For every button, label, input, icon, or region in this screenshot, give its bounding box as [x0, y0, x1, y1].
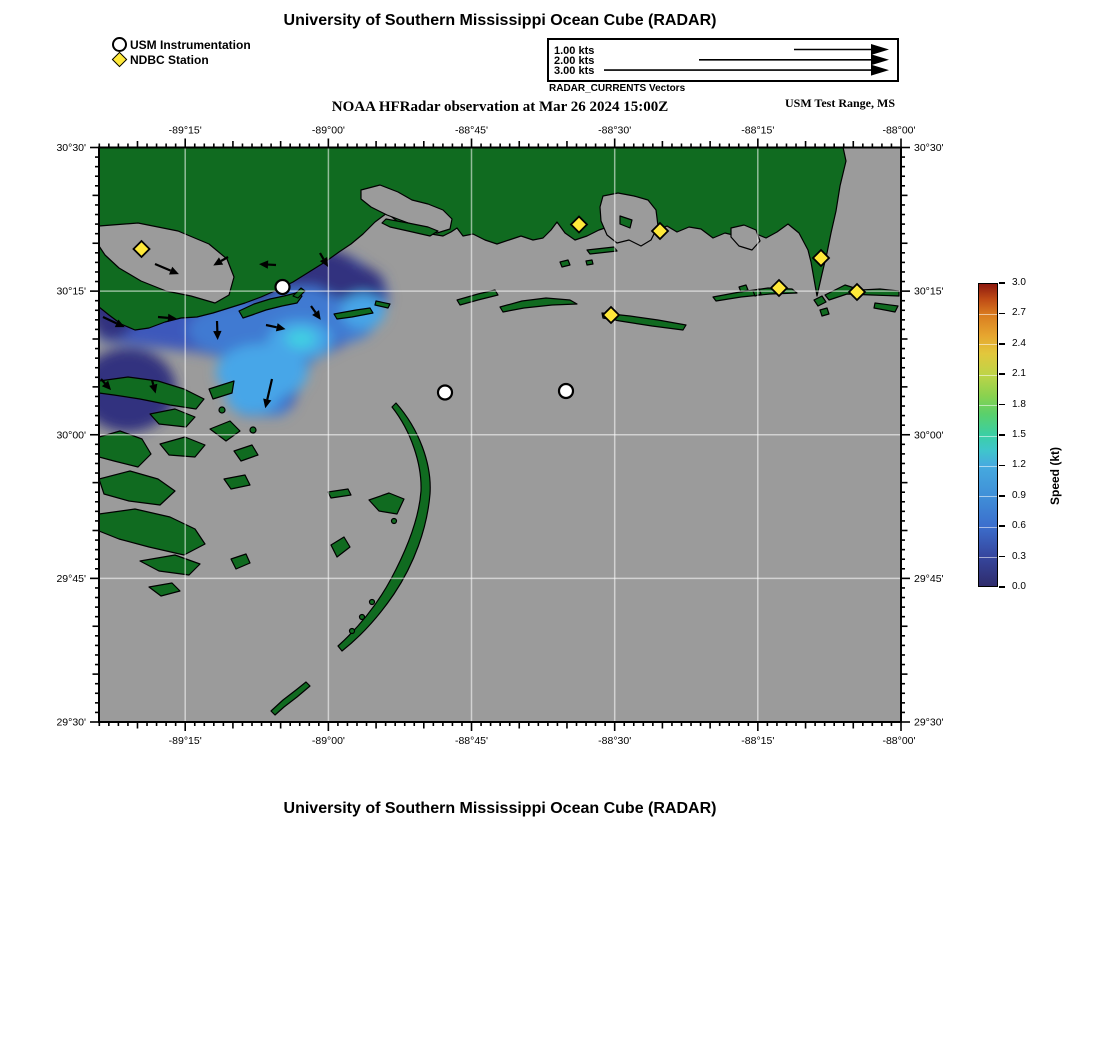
colorbar-tick-label: 1.5: [1012, 429, 1026, 440]
island: [753, 289, 761, 296]
lat-tick-label: 30°00': [914, 429, 944, 442]
lat-tick-label: 30°30': [56, 142, 86, 154]
usm-instrumentation-marker: [438, 386, 452, 400]
colorbar-tick-label: 1.2: [1012, 459, 1026, 471]
marsh: [250, 427, 256, 433]
lat-tick-label: 30°00': [56, 429, 86, 442]
island: [820, 308, 829, 316]
scale-row-label: 3.00 kts: [554, 65, 595, 77]
colorbar-tick-label: 0.9: [1012, 489, 1026, 501]
colorbar-tick-label: 0.0: [1012, 581, 1026, 592]
bottom-title: University of Southern Mississippi Ocean Cube (RADAR): [283, 800, 717, 817]
lat-tick-label: 29°45': [914, 572, 944, 585]
lat-tick-label: 30°15': [56, 285, 86, 298]
lat-tick-label: 29°30': [914, 716, 944, 729]
legend-label: NDBC Station: [130, 52, 209, 67]
lon-tick-label: -89°00': [311, 735, 345, 747]
island: [360, 615, 365, 620]
legend-label: USM Instrumentation: [130, 37, 251, 52]
lon-tick-label: -88°15': [741, 124, 775, 137]
top-title: University of Southern Mississippi Ocean Cube (RADAR): [283, 12, 717, 29]
island: [392, 519, 397, 524]
scale-row-label: 2.00 kts: [554, 55, 595, 67]
observation-subtitle: NOAA HFRadar observation at Mar 26 2024 15:00Z: [331, 99, 669, 115]
lon-tick-label: -88°30': [598, 124, 632, 137]
colorbar-tick-label: 2.7: [1012, 307, 1026, 319]
lon-tick-label: -89°15': [168, 735, 202, 747]
usm-instrumentation-marker: [559, 384, 573, 398]
lat-tick-label: 30°30': [914, 142, 944, 154]
range-label: USM Test Range, MS: [784, 96, 895, 110]
lon-tick-label: -88°00': [882, 735, 916, 747]
lon-tick-label: -89°15': [168, 124, 202, 137]
colorbar-title: Speed (kt): [1048, 446, 1062, 505]
colorbar-tick-label: 0.3: [1012, 550, 1026, 562]
colorbar-tick-label: 0.6: [1012, 520, 1026, 532]
lon-tick-label: -88°45': [454, 124, 489, 137]
colorbar-tick-label: 3.0: [1012, 277, 1026, 288]
island: [586, 260, 593, 265]
lon-tick-label: -89°00': [311, 124, 345, 137]
colorbar-tick-label: 2.1: [1012, 368, 1026, 380]
lon-tick-label: -88°45': [454, 735, 489, 747]
vector-scale-caption: RADAR_CURRENTS Vectors: [549, 83, 686, 94]
marsh: [219, 407, 225, 413]
lat-tick-label: 29°45': [56, 572, 86, 585]
lat-tick-label: 29°30': [56, 716, 86, 729]
island: [560, 260, 570, 267]
lon-tick-label: -88°00': [882, 124, 916, 137]
lat-tick-label: 30°15': [914, 285, 944, 298]
lon-tick-label: -88°30': [598, 735, 632, 747]
lon-tick-label: -88°15': [741, 735, 775, 747]
usm-instrumentation-marker: [276, 280, 290, 294]
colorbar-tick-label: 1.8: [1012, 398, 1026, 410]
island: [350, 629, 355, 634]
colorbar-tick-label: 2.4: [1012, 337, 1026, 349]
island: [370, 600, 375, 605]
scale-row-label: 1.00 kts: [554, 45, 595, 57]
